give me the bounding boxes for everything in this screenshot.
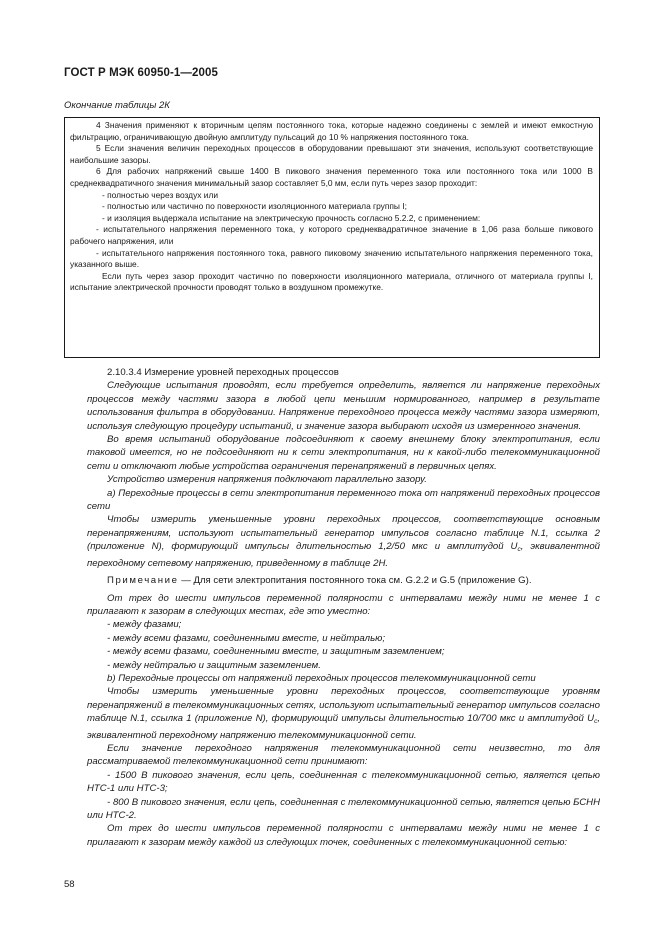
note-6-item-3: - и изоляция выдержала испытание на электрическую прочность согласно 5.2.2, с применением: <box>102 212 481 223</box>
list-item: - между всеми фазами, соединенными вместе, и защитным заземлением; <box>107 646 445 658</box>
note-6-item-5: - испытательного напряжения постоянного тока, равного пиковому значению испытательного напряжения переменного тока, указанного выше. <box>70 247 593 270</box>
note-heading: Примечание <box>107 575 179 587</box>
list-item: - 800 В пикового значения, если цепь, соединенная с телекоммуникационной сетью, является цепью БСНН или НТС-2. <box>87 796 600 821</box>
note-6: 6 Для рабочих напряжений свыше 1400 В пикового значения переменного тока или постоянного тока или 1000 В среднеквадратичного значения минимальный зазор составляет 5,0 мм, если путь через зазор проходит: <box>70 166 593 188</box>
paragraph: Если значение переходного напряжения телекоммуникационной сети неизвестно, то для рассматриваемой телекоммуникационной сети принимают: <box>87 742 600 768</box>
note-5: 5 Если значения величин переходных процессов в оборудовании превышают эти значения, используют соответствующие наибольшие зазоры. <box>70 143 593 165</box>
paragraph: От трех до шести импульсов переменной полярности с интервалами между ними не менее 1 с прилагают к зазорам в следующих местах, где это уместно: <box>87 592 600 617</box>
page-number: 58 <box>64 879 75 890</box>
note-6-item-1: - полностью через воздух или <box>102 189 219 200</box>
document-body <box>87 366 600 849</box>
list-item: - между всеми фазами, соединенными вместе, и нейтралью; <box>107 632 385 644</box>
note <box>87 574 600 587</box>
note-6-tail: Если путь через зазор проходит частично по поверхности изоляционного материала, отличного от материала группы I, испытание электрической прочности проводят только в воздушном промежутке. <box>70 270 593 293</box>
paragraph: От трех до шести импульсов переменной полярности с интервалами между ними не менее 1 с прилагают к зазорам между каждой из следующих точек, соединенных с телекоммуникационной сетью: <box>87 823 600 848</box>
subscript: c <box>594 718 598 726</box>
paragraph: Устройство измерения напряжения подключают параллельно зазору. <box>107 474 427 486</box>
paragraph: Во время испытаний оборудование подсоединяют к своему внешнему блоку электропитания, если таковой имеется, но не подсоединяют ни к сети электропитания, ни к какой-либо телекоммуникационной сети и отключают любые устройства ограничения перенапряжений в первичных цепях. <box>87 434 600 472</box>
note-4: 4 Значения применяют к вторичным цепям постоянного тока, которые надежно соединены с землей и имеют емкостную фильтрацию, ограничивающую двойную амплитуду пульсаций до 10 % напряжения постоянного тока. <box>70 120 593 142</box>
list-item: - 1500 В пикового значения, если цепь, соединенная с телекоммуникационной сетью, является цепью НТС-1 или НТС-3; <box>87 769 600 795</box>
table-notes-box <box>64 117 600 358</box>
paragraph <box>87 685 600 742</box>
note-text: — Для сети электропитания постоянного тока см. G.2.2 и G.5 (приложение G). <box>178 575 532 587</box>
table-caption: Окончание таблицы 2К <box>64 100 170 111</box>
list-item: - между фазами; <box>107 619 182 631</box>
paragraph-text: , эквивалентной переходному напряжению телекоммуникационной сети. <box>87 713 600 741</box>
subscript: c <box>517 546 521 554</box>
list-item: - между нейтралью и защитным заземлением. <box>107 659 321 671</box>
paragraph-text: Чтобы измерить уменьшенные уровни переходных процессов, соответствующие уровням перенапряжений в телекоммуникационных сетях, используют испытательный генератор импульсов согласно таблице N.1, ссылка 1 (приложение N), формирующий импульсы длительностью 10/700 мкс и амплитудой U <box>87 686 600 725</box>
subsection-b-title: b) Переходные процессы от напряжений переходных процессов телекоммуникационной сети <box>107 672 536 684</box>
section-title: 2.10.3.4 Измерение уровней переходных процессов <box>107 367 339 378</box>
note-6-item-4: - испытательного напряжения переменного тока, у которого среднеквадратичное значение в 1,06 раза больше пикового рабочего напряжения, или <box>70 224 593 246</box>
paragraph <box>87 513 600 570</box>
paragraph-text: , эквивалентной переходному сетевому напряжению, приведенному в таблице 2H. <box>87 541 600 569</box>
paragraph: Следующие испытания проводят, если требуется определить, является ли напряжение переходных процессов между частями зазора в любой цепи меньшим нормированного, например в результате использования фильтра в оборудовании. Напряжение переходного процесса между частями зазора измеряют, используя следующую процедуру испытаний, и значение зазора выбирают исходя из измеренного значения. <box>87 380 600 432</box>
subsection-a-title: a) Переходные процессы в сети электропитания переменного тока от напряжений переходных процессов сети <box>87 487 600 513</box>
standard-header: ГОСТ Р МЭК 60950-1—2005 <box>64 67 218 79</box>
paragraph-text: Чтобы измерить уменьшенные уровни переходных процессов, соответствующие основным перенапряжениям, используют испытательный генератор импульсов согласно таблице N.1, ссылка 2 (приложение N), формирующий импульсы длительностью 1,2/50 мкс и амплитудой U <box>87 514 600 553</box>
note-6-item-2: - полностью или частично по поверхности изоляционного материала группы I; <box>102 201 407 212</box>
